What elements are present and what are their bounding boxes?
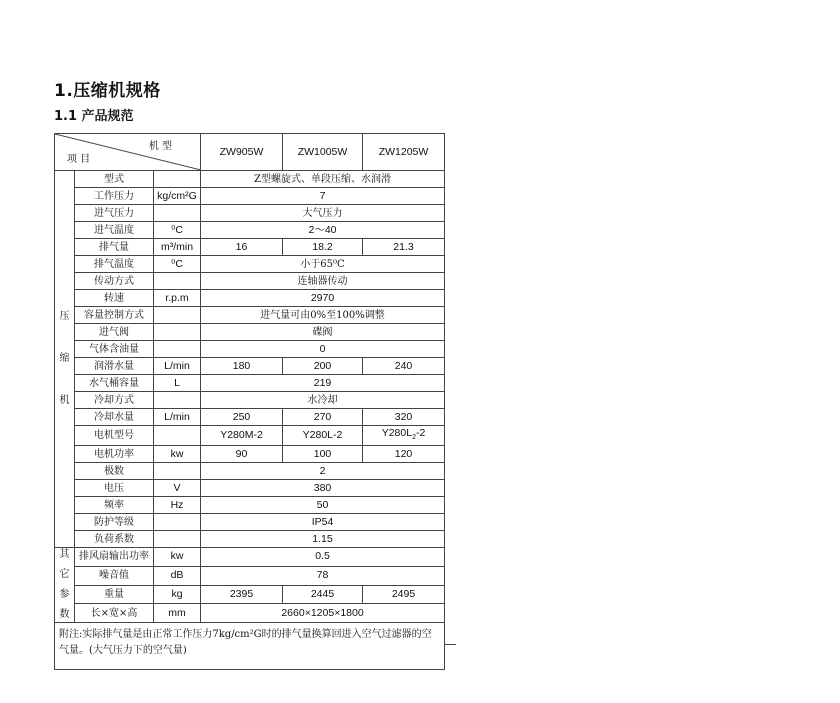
subsection-title: 1.1 产品规范 xyxy=(54,109,134,124)
table-row xyxy=(55,604,445,623)
row-label: 重量 xyxy=(75,585,154,604)
row-value: 2660×1205×1800 xyxy=(201,604,445,623)
group-char: 压 xyxy=(59,311,70,323)
row-value: 50 xyxy=(201,497,445,514)
row-unit xyxy=(154,463,201,480)
table-row xyxy=(55,392,445,409)
table-row xyxy=(55,531,445,548)
group-char: 其 xyxy=(59,549,70,561)
group-char: 它 xyxy=(59,569,70,581)
row-unit: L xyxy=(154,375,201,392)
table-note: 附注:实际排气量是由正常工作压力7kg/cm²G时的排气量换算回进入空气过滤器的空气量。(大气压力下的空气量) xyxy=(55,623,445,670)
row-unit xyxy=(154,324,201,341)
motor-model-sub: 2 xyxy=(412,434,416,442)
row-value: 16 xyxy=(201,239,283,256)
table-row xyxy=(55,548,445,567)
row-label: 负荷系数 xyxy=(75,531,154,548)
spec-table xyxy=(54,133,445,670)
row-label: 电机型号 xyxy=(75,426,154,446)
table-row xyxy=(55,463,445,480)
row-value: 碟阀 xyxy=(201,324,445,341)
row-unit: m³/min xyxy=(154,239,201,256)
section-title: 1.压缩机规格 xyxy=(54,81,161,101)
row-value: 0.5 xyxy=(201,548,445,567)
row-label: 冷却方式 xyxy=(75,392,154,409)
row-label: 防护等级 xyxy=(75,514,154,531)
row-value: 18.2 xyxy=(283,239,363,256)
row-value: 250 xyxy=(201,409,283,426)
row-value: 2445 xyxy=(283,585,363,604)
table-row xyxy=(55,290,445,307)
row-value: 270 xyxy=(283,409,363,426)
row-unit xyxy=(154,205,201,222)
row-unit xyxy=(154,341,201,358)
row-label: 传动方式 xyxy=(75,273,154,290)
row-value: 大气压力 xyxy=(201,205,445,222)
row-unit: r.p.m xyxy=(154,290,201,307)
table-row xyxy=(55,273,445,290)
row-label: 长×宽×高 xyxy=(75,604,154,623)
row-label: 容量控制方式 xyxy=(75,307,154,324)
row-label: 水气桶容量 xyxy=(75,375,154,392)
row-value: 2495 xyxy=(363,585,445,604)
table-row xyxy=(55,358,445,375)
row-label: 型式 xyxy=(75,171,154,188)
table-row xyxy=(55,307,445,324)
table-row xyxy=(55,239,445,256)
table-row xyxy=(55,188,445,205)
row-label: 极数 xyxy=(75,463,154,480)
model-header-3: ZW1205W xyxy=(363,134,445,171)
row-value: 2～40 xyxy=(201,222,445,239)
row-unit: L/min xyxy=(154,409,201,426)
item-label: 项 目 xyxy=(67,154,91,165)
row-unit: V xyxy=(154,480,201,497)
table-row xyxy=(55,341,445,358)
row-label: 排风扇输出功率 xyxy=(75,548,154,567)
row-label: 进气阀 xyxy=(75,324,154,341)
row-label: 电压 xyxy=(75,480,154,497)
table-row xyxy=(55,256,445,273)
table-row xyxy=(55,324,445,341)
row-value: 180 xyxy=(201,358,283,375)
row-unit xyxy=(154,307,201,324)
model-header-2: ZW1005W xyxy=(283,134,363,171)
group-label-compressor xyxy=(55,171,75,548)
table-note-row xyxy=(55,623,445,670)
row-label: 进气温度 xyxy=(75,222,154,239)
table-row xyxy=(55,446,445,463)
row-value: 320 xyxy=(363,409,445,426)
motor-model-base: Y280L xyxy=(381,427,413,439)
row-value: 1.15 xyxy=(201,531,445,548)
row-unit: ⁰C xyxy=(154,222,201,239)
row-value: 120 xyxy=(363,446,445,463)
row-value: 进气量可由0%至100%调整 xyxy=(201,307,445,324)
table-row xyxy=(55,514,445,531)
row-label: 气体含油量 xyxy=(75,341,154,358)
row-value: 2 xyxy=(201,463,445,480)
row-label: 润滑水量 xyxy=(75,358,154,375)
row-unit xyxy=(154,426,201,446)
row-unit: mm xyxy=(154,604,201,623)
row-value xyxy=(363,426,445,446)
row-label: 噪音值 xyxy=(75,566,154,585)
row-label: 冷却水量 xyxy=(75,409,154,426)
motor-model-suffix: -2 xyxy=(415,427,426,439)
row-value: 水冷却 xyxy=(201,392,445,409)
divider xyxy=(444,644,456,645)
row-unit: kg/cm²G xyxy=(154,188,201,205)
row-unit: kg xyxy=(154,585,201,604)
row-unit xyxy=(154,514,201,531)
diagonal-header-cell xyxy=(55,134,201,171)
row-label: 工作压力 xyxy=(75,188,154,205)
table-row xyxy=(55,480,445,497)
row-value: 7 xyxy=(201,188,445,205)
row-value: 380 xyxy=(201,480,445,497)
group-label-other xyxy=(55,548,75,623)
row-value: 100 xyxy=(283,446,363,463)
group-char: 数 xyxy=(59,609,70,621)
table-row xyxy=(55,497,445,514)
table-row xyxy=(55,375,445,392)
row-label: 频率 xyxy=(75,497,154,514)
row-value: 21.3 xyxy=(363,239,445,256)
table-row xyxy=(55,585,445,604)
row-unit: ⁰C xyxy=(154,256,201,273)
row-unit: kw xyxy=(154,446,201,463)
group-char: 参 xyxy=(59,589,70,601)
table-row xyxy=(55,205,445,222)
row-value: Y280M-2 xyxy=(201,426,283,446)
row-value: Y280L-2 xyxy=(283,426,363,446)
row-value: 219 xyxy=(201,375,445,392)
table-row xyxy=(55,409,445,426)
row-label: 排气温度 xyxy=(75,256,154,273)
row-unit: dB xyxy=(154,566,201,585)
row-value: 200 xyxy=(283,358,363,375)
row-value: 连轴器传动 xyxy=(201,273,445,290)
row-value: 240 xyxy=(363,358,445,375)
model-header-1: ZW905W xyxy=(201,134,283,171)
row-unit: Hz xyxy=(154,497,201,514)
group-char: 机 xyxy=(59,395,70,407)
row-unit xyxy=(154,273,201,290)
row-value: 78 xyxy=(201,566,445,585)
row-unit xyxy=(154,531,201,548)
row-unit: L/min xyxy=(154,358,201,375)
row-label: 电机功率 xyxy=(75,446,154,463)
table-header-row xyxy=(55,134,445,171)
table-row xyxy=(55,426,445,446)
row-label: 排气量 xyxy=(75,239,154,256)
row-value: 90 xyxy=(201,446,283,463)
model-label: 机 型 xyxy=(148,141,173,152)
row-unit: kw xyxy=(154,548,201,567)
row-value: 2395 xyxy=(201,585,283,604)
row-unit xyxy=(154,392,201,409)
row-value: 2970 xyxy=(201,290,445,307)
table-row xyxy=(55,222,445,239)
table-row xyxy=(55,566,445,585)
row-value: Z型螺旋式、单段压缩、水润滑 xyxy=(201,171,445,188)
row-value: 小于65⁰C xyxy=(201,256,445,273)
row-unit xyxy=(154,171,201,188)
row-label: 进气压力 xyxy=(75,205,154,222)
row-value: 0 xyxy=(201,341,445,358)
row-value: IP54 xyxy=(201,514,445,531)
table-row xyxy=(55,171,445,188)
row-label: 转速 xyxy=(75,290,154,307)
group-char: 缩 xyxy=(59,353,70,365)
